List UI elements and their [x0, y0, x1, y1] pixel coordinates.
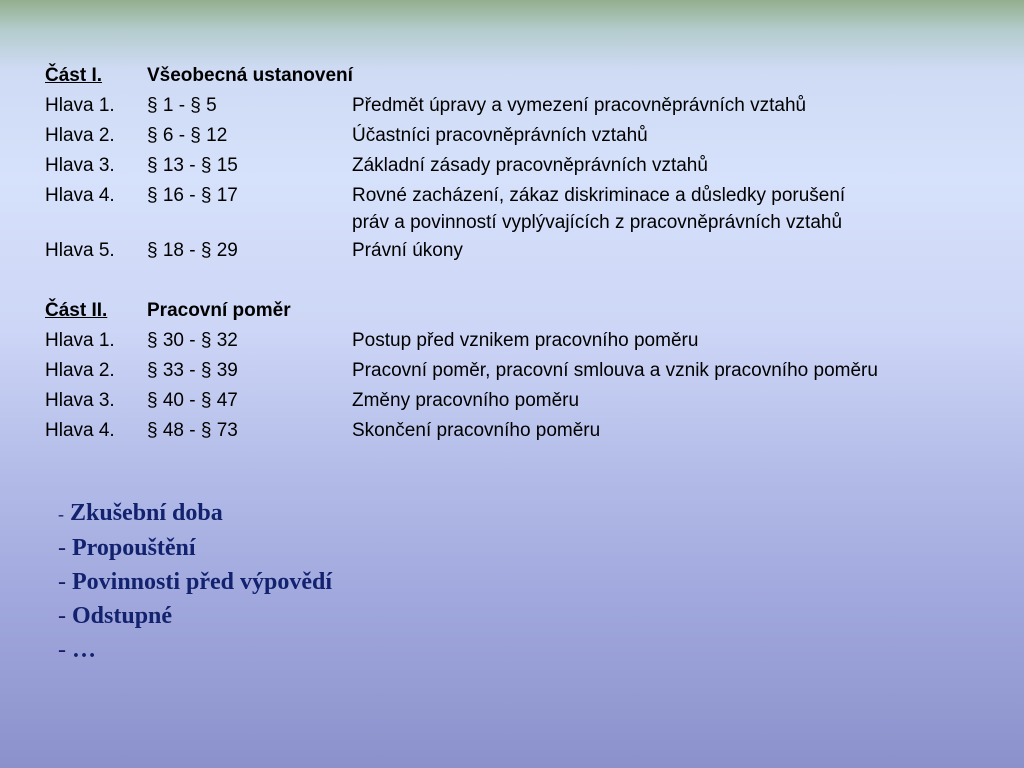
hlava-label: Hlava 5. — [45, 240, 115, 261]
bullet-text: Odstupné — [72, 603, 173, 629]
description-line: Změny pracovního poměru — [352, 390, 580, 411]
description-line: Skončení pracovního poměru — [352, 420, 601, 441]
bullet-dash: - — [58, 603, 66, 629]
bullet-text: Propouštění — [72, 535, 196, 561]
part-title: Pracovní poměr — [147, 300, 291, 321]
description-line: Právní úkony — [352, 240, 463, 261]
row-description — [352, 416, 600, 446]
description-line: Základní zásady pracovněprávních vztahů — [352, 155, 708, 176]
bullet-dash: - — [58, 535, 66, 561]
paragraph-range: § 40 - § 47 — [147, 390, 238, 411]
description-line: Pracovní poměr, pracovní smlouva a vznik pracovního poměru — [352, 360, 878, 381]
paragraph-range: § 13 - § 15 — [147, 155, 238, 176]
hlava-label: Hlava 4. — [45, 185, 115, 206]
hlava-label: Hlava 3. — [45, 390, 115, 411]
description-line: Postup před vznikem pracovního poměru — [352, 330, 699, 351]
description-line: Rovné zacházení, zákaz diskriminace a důsledky porušení — [352, 185, 846, 206]
hlava-label: Hlava 4. — [45, 420, 115, 441]
bullet-text: … — [72, 637, 96, 663]
row-description — [352, 236, 463, 266]
row-description — [352, 181, 845, 238]
row-description — [352, 151, 708, 181]
topic-bullet-list — [58, 496, 332, 667]
paragraph-range: § 1 - § 5 — [147, 95, 217, 116]
hlava-label: Hlava 1. — [45, 330, 115, 351]
paragraph-range: § 48 - § 73 — [147, 420, 238, 441]
bullet-item — [58, 565, 332, 599]
bullet-dash: - — [58, 504, 64, 524]
bullet-dash: - — [58, 569, 66, 595]
paragraph-range: § 18 - § 29 — [147, 240, 238, 261]
description-line: Předmět úpravy a vymezení pracovněprávních vztahů — [352, 95, 807, 116]
bullet-dash: - — [58, 637, 66, 663]
bullet-item — [58, 599, 332, 633]
row-description — [352, 356, 878, 386]
bullet-text: Povinnosti před výpovědí — [72, 569, 333, 595]
part-label: Část I. — [45, 65, 103, 86]
description-line: práv a povinností vyplývajících z pracovněprávních vztahů — [352, 212, 843, 233]
hlava-label: Hlava 1. — [45, 95, 115, 116]
paragraph-range: § 33 - § 39 — [147, 360, 238, 381]
row-description — [352, 121, 648, 151]
bullet-text: Zkušební doba — [70, 500, 223, 526]
part-title: Všeobecná ustanovení — [147, 65, 353, 86]
bullet-item — [58, 633, 332, 667]
hlava-label: Hlava 3. — [45, 155, 115, 176]
paragraph-range: § 6 - § 12 — [147, 125, 228, 146]
bullet-item — [58, 496, 332, 531]
description-line: Účastníci pracovněprávních vztahů — [352, 125, 648, 146]
row-description — [352, 326, 698, 356]
hlava-label: Hlava 2. — [45, 125, 115, 146]
paragraph-range: § 16 - § 17 — [147, 185, 238, 206]
bullet-item — [58, 531, 332, 565]
row-description — [352, 91, 806, 121]
hlava-label: Hlava 2. — [45, 360, 115, 381]
part-label: Část II. — [45, 300, 108, 321]
paragraph-range: § 30 - § 32 — [147, 330, 238, 351]
row-description — [352, 386, 579, 416]
